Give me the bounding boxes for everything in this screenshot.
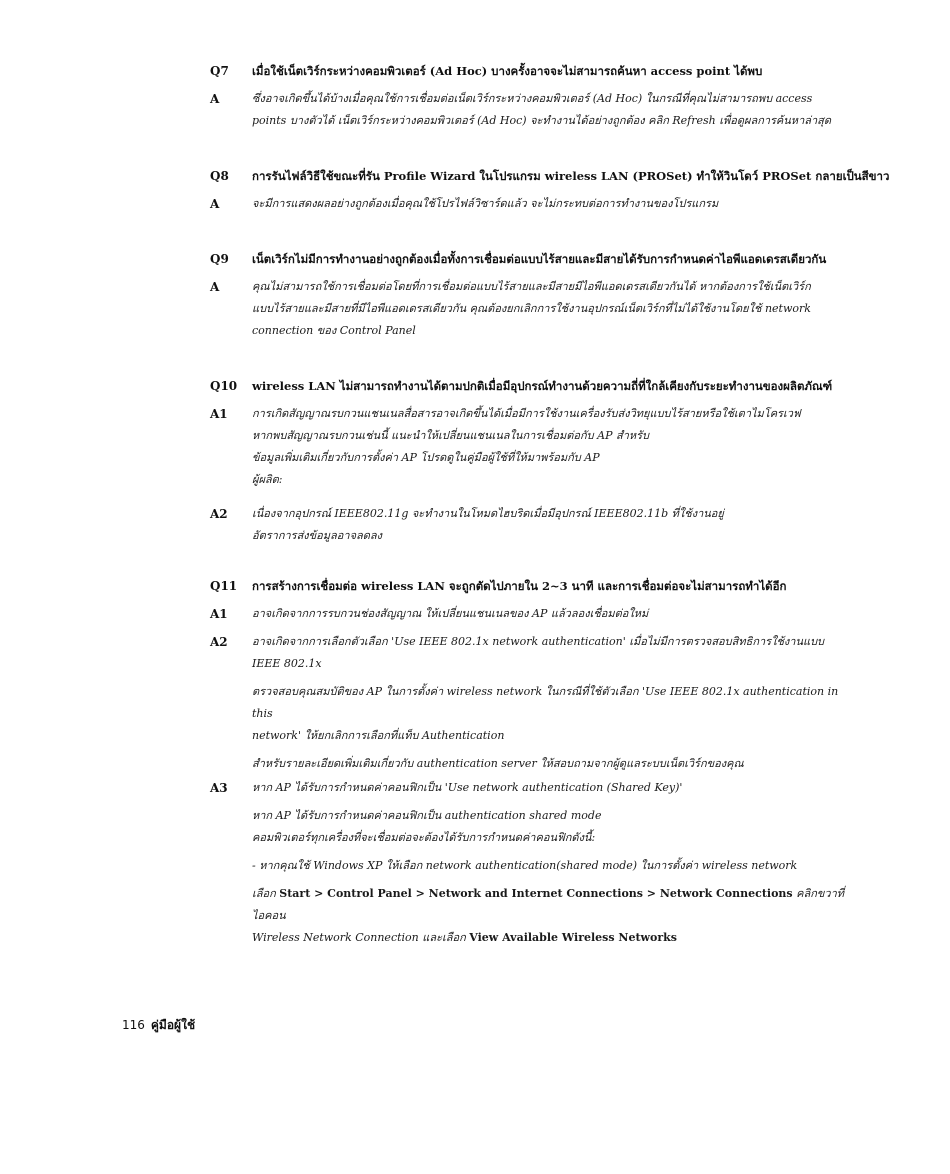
faq-q9 [210,248,850,342]
question-label: Q10 [210,379,238,393]
answer-label: A [210,280,220,294]
answer-text: คลิกขวาที่ไอคอน [252,887,845,922]
answer-line: IEEE 802.1x [252,657,322,670]
answer-label: A1 [210,407,228,421]
question-label: Q9 [210,252,229,266]
answer-line: เนื่องจากอุปกรณ์ IEEE802.11g จะทำงานในโหมดไฮบริดเมื่อมีอุปกรณ์ IEEE802.11b ที่ใช้งานอยู่ [252,507,724,520]
question-label: Q8 [210,169,229,183]
answer-text: Wireless Network Connection และเลือก [252,931,466,944]
answer-line: หากพบสัญญาณรบกวนเช่นนี้ แนะนำให้เปลี่ยนแชนเนลในการเชื่อมต่อกับ AP สำหรับ [252,429,650,442]
answer-label: A [210,197,220,211]
page-number: 116 [122,1018,145,1032]
faq-q8 [210,165,890,215]
faq-q7 [210,60,850,132]
answer-line: คุณไม่สามารถใช้การเชื่อมต่อโดยที่การเชื่อมต่อแบบไร้สายและมีสายมีไอพีแอดเดรสเดียวกันได้ หากต้องการใช้เน็ตเวิร์ก [252,280,811,293]
answer-label: A3 [210,781,228,795]
question-text: เน็ตเวิร์กไม่มีการทำงานอย่างถูกต้องเมื่อทั้งการเชื่อมต่อแบบไร้สายและมีสายได้รับการกำหนดค่าไอพีแอดเดรสเดียวกัน [252,252,827,266]
answer-line: การเกิดสัญญาณรบกวนแชนเนลสื่อสารอาจเกิดขึ้นได้เมื่อมีการใช้งานเครื่องรับส่งวิทยุแบบไร้สายหรือใช้เตาไมโครเวฟ [252,407,801,420]
answer-line: อาจเกิดจากการเลือกตัวเลือก 'Use IEEE 802.1x network authentication' เมื่อไม่มีการตรวจสอบสิทธิการใช้งานแบบ [252,635,825,648]
answer-label: A [210,92,220,106]
menu-path: Start > Control Panel > Network and Internet Connections > Network Connections [279,887,793,900]
question-text: wireless LAN ไม่สามารถทำงานได้ตามปกติเมื่อมีอุปกรณ์ทำงานด้วยความถี่ที่ใกล้เคียงกับระยะทำงานของผลิตภัณฑ์ [252,379,833,393]
question-label: Q11 [210,579,238,593]
answer-line: สำหรับรายละเอียดเพิ่มเติมเกี่ยวกับ authentication server ให้สอบถามจากผู้ดูแลระบบเน็ตเวิร์กของคุณ [252,757,744,770]
answer-line: หาก AP ได้รับการกำหนดค่าคอนฟิกเป็น 'Use network authentication (Shared Key)' [252,781,683,794]
faq-q10 [210,375,850,547]
answer-line: คอมพิวเตอร์ทุกเครื่องที่จะเชื่อมต่อจะต้องได้รับการกำหนดค่าคอนฟิกดังนี้: [252,831,596,844]
answer-label: A1 [210,607,228,621]
question-text: การรันไฟล์วิธีใช้ขณะที่รัน Profile Wizard ในโปรแกรม wireless LAN (PROSet) ทำให้วินโดว์ PROSet กลายเป็นสีขาว [252,169,890,183]
answer-line: - หากคุณใช้ Windows XP ให้เลือก network authentication(shared mode) ในการตั้งค่า wireless network [252,859,798,872]
answer-line [252,927,850,949]
answer-line: ซึ่งอาจเกิดขึ้นได้บ้างเมื่อคุณใช้การเชื่อมต่อเน็ตเวิร์กระหว่างคอมพิวเตอร์ (Ad Hoc) ในกรณีที่คุณไม่สามารถพบ access [252,92,813,105]
answer-line: points บางตัวได้ เน็ตเวิร์กระหว่างคอมพิวเตอร์ (Ad Hoc) จะทำงานได้อย่างถูกต้อง คลิก Refresh เพื่อดูผลการค้นหาล่าสุด [252,114,832,127]
question-label: Q7 [210,64,229,78]
question-text: การสร้างการเชื่อมต่อ wireless LAN จะถูกตัดไปภายใน 2~3 นาที และการเชื่อมต่อจะไม่สามารถทำได้อีก [252,579,787,593]
answer-line: connection ของ Control Panel [252,324,416,337]
answer-label: A2 [210,507,228,521]
faq-q11 [210,575,850,949]
answer-line [252,883,850,927]
answer-line: อัตราการส่งข้อมูลอาจลดลง [252,529,383,542]
answer-label: A2 [210,635,228,649]
answer-text: เลือก [252,887,276,900]
answer-line: จะมีการแสดงผลอย่างถูกต้องเมื่อคุณใช้โปรไฟล์วิซาร์ดแล้ว จะไม่กระทบต่อการทำงานของโปรแกรม [252,197,719,210]
answer-line: แบบไร้สายและมีสายที่มีไอพีแอดเดรสเดียวกัน คุณต้องยกเลิกการใช้งานอุปกรณ์เน็ตเวิร์กที่ไม่ได้ใช้งานโดยใช้ network [252,302,811,315]
answer-line: ข้อมูลเพิ่มเติมเกี่ยวกับการตั้งค่า AP โปรดดูในคู่มือผู้ใช้ที่ให้มาพร้อมกับ AP [252,451,600,464]
answer-line: อาจเกิดจากการรบกวนช่องสัญญาณ ให้เปลี่ยนแชนเนลของ AP แล้วลองเชื่อมต่อใหม่ [252,607,649,620]
answer-line: network' ให้ยกเลิกการเลือกที่แท็บ Authentication [252,729,505,742]
manual-title: คู่มือผู้ใช้ [150,1018,196,1032]
answer-line: หาก AP ได้รับการกำหนดค่าคอนฟิกเป็น authentication shared mode [252,809,602,822]
question-text: เมื่อใช้เน็ตเวิร์กระหว่างคอมพิวเตอร์ (Ad Hoc) บางครั้งอาจจะไม่สามารถค้นหา access point ได้พบ [252,64,763,78]
answer-line: ตรวจสอบคุณสมบัติของ AP ในการตั้งค่า wireless network ในกรณีที่ใช้ตัวเลือก 'Use IEEE 802.1x authentication in this [252,685,839,720]
menu-item: View Available Wireless Networks [469,931,677,944]
answer-line: ผู้ผลิต: [252,473,283,486]
page-footer [122,1016,195,1035]
